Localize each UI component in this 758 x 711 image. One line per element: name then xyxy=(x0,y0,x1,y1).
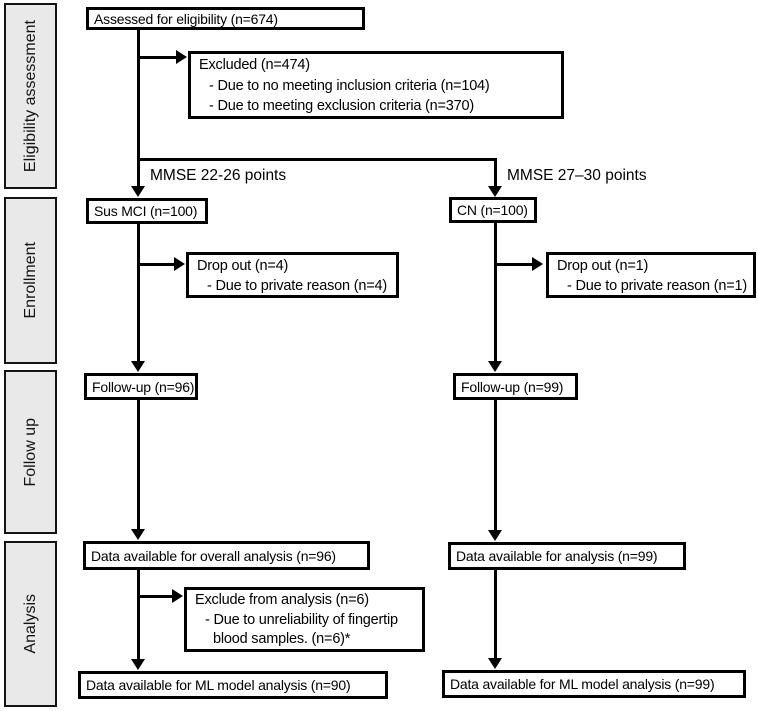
line-data-to-ml-left xyxy=(137,570,140,660)
node-data-right xyxy=(448,542,686,570)
line-branch-dropout-right xyxy=(494,263,533,266)
line-split-horizontal xyxy=(137,158,497,161)
stage-analysis-label: Analysis xyxy=(21,594,39,654)
stage-enrollment-label: Enrollment xyxy=(21,242,39,319)
arrowhead-into-followup-right xyxy=(488,361,502,372)
node-excluded-line: - Due to meeting exclusion criteria (n=370) xyxy=(209,98,475,114)
node-ml-left-text: Data available for ML model analysis (n=90) xyxy=(86,677,351,693)
node-followup-left-text: Follow-up (n=96) xyxy=(92,378,195,395)
line-data-to-ml-right xyxy=(494,570,497,659)
line-followup-to-data-left xyxy=(137,400,140,530)
node-assessed xyxy=(86,7,365,30)
stage-eligibility-assessment xyxy=(4,3,57,189)
node-ml-right-text: Data available for ML model analysis (n=99) xyxy=(450,676,715,692)
arrowhead-into-excluded xyxy=(176,50,187,64)
arrowhead-into-exclude-analysis xyxy=(172,589,183,603)
arrowhead-into-followup-left xyxy=(131,361,145,372)
node-dropout-right-line: - Due to private reason (n=1) xyxy=(567,278,747,294)
arrowhead-into-cn xyxy=(488,186,502,197)
line-assessed-to-susmci xyxy=(137,30,140,187)
label-mmse-left: MMSE 22-26 points xyxy=(150,167,287,184)
arrowhead-into-data-left xyxy=(131,529,145,540)
node-exclude-analysis xyxy=(184,587,425,652)
line-branch-exclude-analysis xyxy=(137,595,173,598)
node-followup-right xyxy=(453,373,578,400)
line-branch-dropout-left xyxy=(137,263,175,266)
node-sus-mci-text: Sus MCI (n=100) xyxy=(94,203,198,219)
node-exclude-analysis-line: - Due to unreliability of fingertip xyxy=(205,611,398,628)
node-followup-left xyxy=(84,373,198,400)
arrowhead-into-dropout-left xyxy=(174,257,185,271)
arrowhead-into-data-right xyxy=(488,530,502,541)
node-sus-mci xyxy=(86,198,208,224)
node-ml-left xyxy=(78,671,388,699)
node-dropout-left-line: - Due to private reason (n=4) xyxy=(207,278,387,294)
node-dropout-left-title: Drop out (n=4) xyxy=(197,258,289,274)
node-assessed-text: Assessed for eligibility (n=674) xyxy=(94,10,278,27)
node-data-right-text: Data available for analysis (n=99) xyxy=(456,548,658,564)
node-exclude-analysis-line: blood samples. (n=6)* xyxy=(213,631,351,647)
node-exclude-analysis-title: Exclude from analysis (n=6) xyxy=(195,592,369,608)
node-excluded-line: - Due to no meeting inclusion criteria (n=104) xyxy=(209,77,490,94)
stage-follow-up-label: Follow up xyxy=(21,417,39,487)
arrowhead-into-ml-right xyxy=(488,658,502,669)
line-split-to-cn xyxy=(494,158,497,187)
node-data-left xyxy=(83,541,370,570)
stage-eligibility-assessment-label: Eligibility assessment xyxy=(21,19,39,173)
stage-analysis xyxy=(4,541,57,707)
line-followup-to-data-right xyxy=(494,400,497,531)
line-susmci-to-followup xyxy=(137,224,140,362)
stage-follow-up xyxy=(4,370,57,534)
label-mmse-right: MMSE 27–30 points xyxy=(507,167,647,184)
node-followup-right-text: Follow-up (n=99) xyxy=(461,378,564,395)
line-branch-excluded xyxy=(137,56,177,59)
line-cn-to-followup xyxy=(494,223,497,362)
arrowhead-into-dropout-right xyxy=(532,257,543,271)
node-ml-right xyxy=(442,670,746,698)
stage-enrollment xyxy=(4,197,57,364)
node-dropout-right-title: Drop out (n=1) xyxy=(557,258,649,274)
node-dropout-right xyxy=(546,252,756,298)
node-dropout-left xyxy=(186,252,399,298)
node-excluded-title: Excluded (n=474) xyxy=(199,57,310,73)
arrowhead-into-susmci xyxy=(131,186,145,197)
node-excluded xyxy=(188,51,564,119)
node-data-left-text: Data available for overall analysis (n=96) xyxy=(91,547,336,564)
arrowhead-into-ml-left xyxy=(131,659,145,670)
node-cn xyxy=(449,197,537,223)
node-cn-text: CN (n=100) xyxy=(457,202,528,218)
